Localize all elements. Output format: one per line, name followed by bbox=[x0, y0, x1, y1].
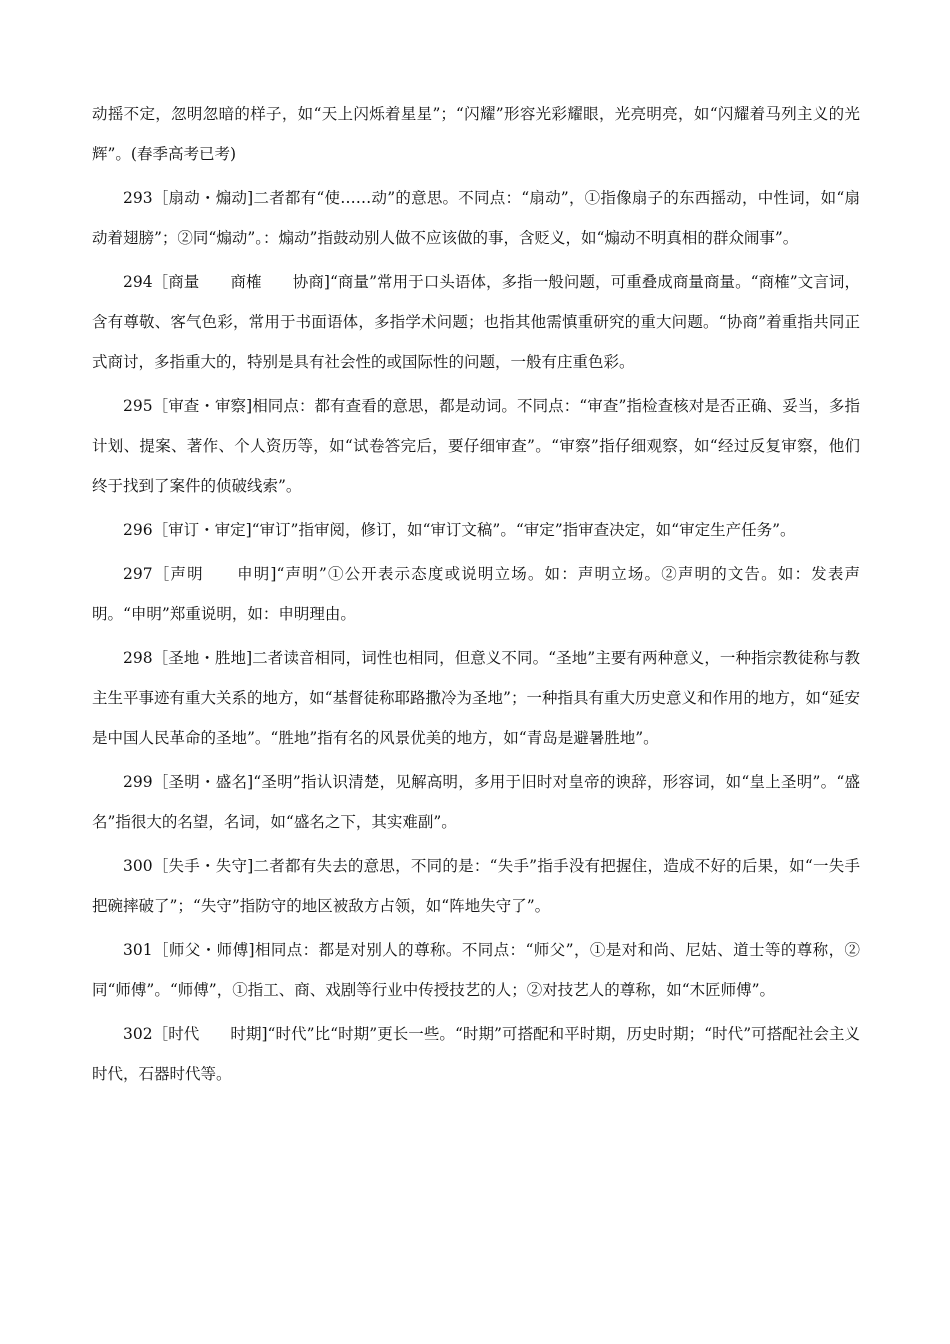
entry-299: 299［圣明・盛名]“圣明”指认识清楚，见解高明，多用于旧时对皇帝的谀辞，形容词，如“皇上圣明”。“盛名”指很大的名望，名词，如“盛名之下，其实难副”。 bbox=[92, 773, 860, 831]
entry-302: 302［时代 时期]“时代”比“时期”更长一些。“时期”可搭配和平时期，历史时期；“时代”可搭配社会主义时代，石器时代等。 bbox=[92, 1025, 860, 1083]
entry-294: 294［商量 商榷 协商]“商量”常用于口头语体，多指一般问题，可重叠成商量商量。“商榷”文言词，含有尊敬、客气色彩，常用于书面语体，多指学术问题；也指其他需慎重研究的重大问题。“协商”着重指共同正式商讨，多指重大的，特别是具有社会性的或国际性的问题，一般有庄重色彩。 bbox=[92, 273, 860, 371]
entry-301: 301［师父・师傅]相同点：都是对别人的尊称。不同点：“师父”，①是对和尚、尼姑、道士等的尊称，②同“师傅”。“师傅”，①指工、商、戏剧等行业中传授技艺的人；②对技艺人的尊称，如“木匠师傅”。 bbox=[92, 941, 860, 999]
entry-293: 293［扇动・煽动]二者都有“使……动”的意思。不同点：“扇动”，①指像扇子的东西摇动，中性词，如“扇动着翅膀”；②同“煽动”。：煽动”指鼓动别人做不应该做的事，含贬义，如“煽动不明真相的群众闹事”。 bbox=[92, 189, 860, 247]
entry-297: 297［声明 申明]“声明”①公开表示态度或说明立场。如：声明立场。②声明的文告。如：发表声明。“申明”郑重说明，如：申明理由。 bbox=[92, 565, 860, 623]
paragraph-continuation: 动摇不定，忽明忽暗的样子，如“天上闪烁着星星”；“闪耀”形容光彩耀眼，光亮明亮，如“闪耀着马列主义的光辉”。(春季高考已考) bbox=[92, 105, 860, 163]
entry-296: 296［审订・审定]“审订”指审阅，修订，如“审订文稿”。“审定”指审查决定，如“审定生产任务”。 bbox=[123, 521, 796, 539]
entry-298: 298［圣地・胜地]二者读音相同，词性也相同，但意义不同。“圣地”主要有两种意义，一种指宗教徒称与教主生平事迹有重大关系的地方，如“基督徒称耶路撒冷为圣地”；一种指具有重大历史意义和作用的地方，如“延安是中国人民革命的圣地”。“胜地”指有名的风景优美的地方，如“青岛是避暑胜地”。 bbox=[92, 649, 860, 747]
entry-295: 295［审查・审察]相同点：都有查看的意思，都是动词。不同点：“审查”指检查核对是否正确、妥当，多指计划、提案、著作、个人资历等，如“试卷答完后，要仔细审查”。“审察”指仔细观察，如“经过反复审察，他们终于找到了案件的侦破线索”。 bbox=[92, 397, 860, 495]
document-page bbox=[92, 94, 860, 1098]
entry-300: 300［失手・失守]二者都有失去的意思，不同的是：“失手”指手没有把握住，造成不好的后果，如“一失手把碗摔破了”；“失守”指防守的地区被敌方占领，如“阵地失守了”。 bbox=[92, 857, 860, 915]
